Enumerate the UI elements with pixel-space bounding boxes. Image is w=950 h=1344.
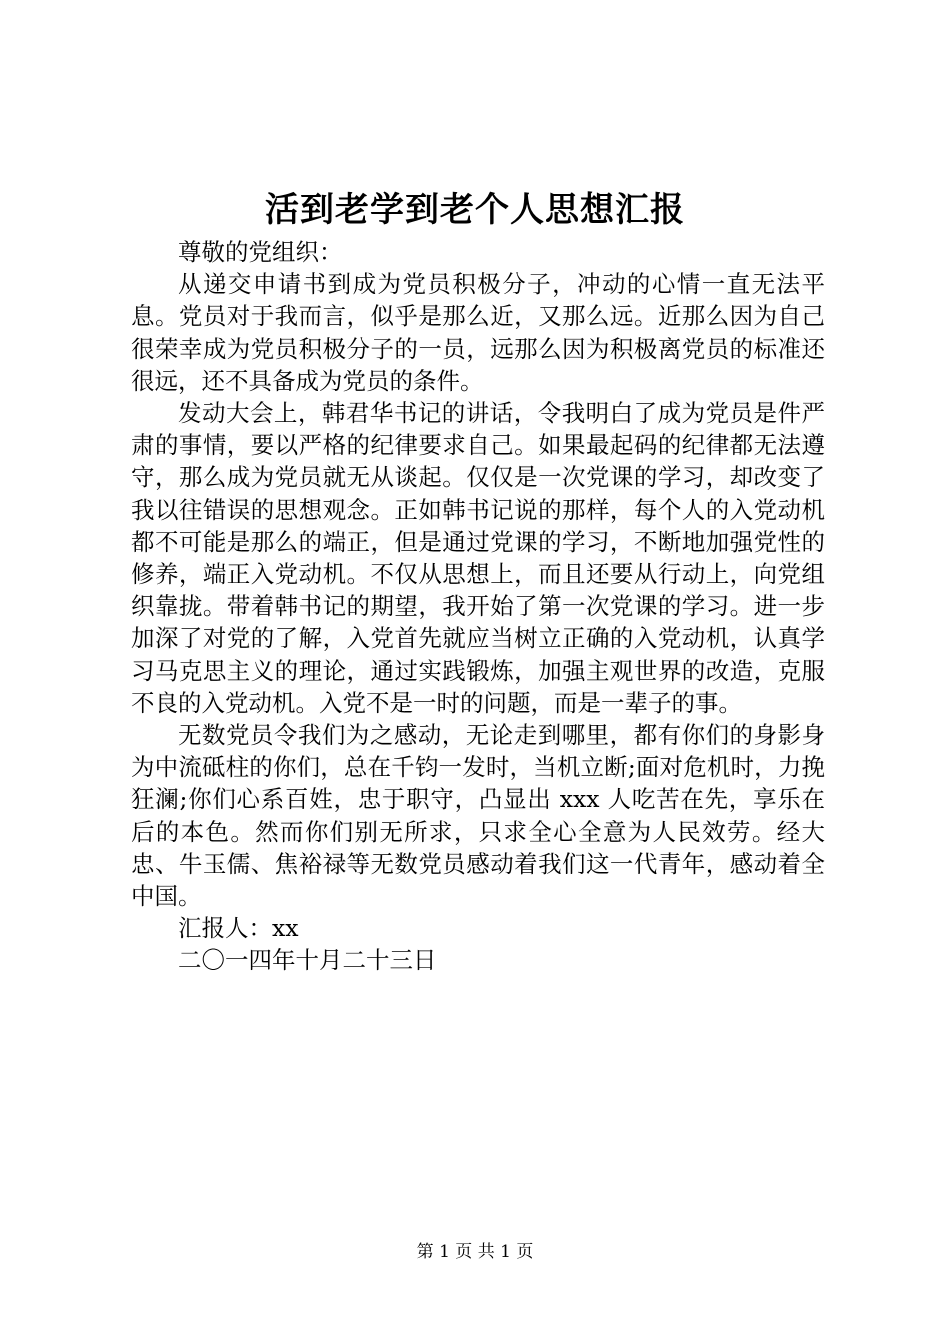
date: 二〇一四年十月二十三日 <box>178 946 437 975</box>
paragraph-1: 从递交申请书到成为党员积极分子，冲动的心情一直无法平息。党员对于我而言，似乎是那么近，又那么远。近那么因为自己很荣幸成为党员积极分子的一员，远那么因为积极离党员的标准还很远，还不具备成为党员的条件。 <box>131 270 825 395</box>
salutation: 尊敬的党组织： <box>178 238 343 266</box>
paragraph-2: 发动大会上，韩君华书记的讲话，令我明白了成为党员是件严肃的事情，要以严格的纪律要求自己。如果最起码的纪律都无法遵守，那么成为党员就无从谈起。仅仅是一次党课的学习，却改变了我以往错误的思想观念。正如韩书记说的那样，每个人的入党动机都不可能是那么的端正，但是通过党课的学习，不断地加强党性的修养，端正入党动机。不仅从思想上，而且还要从行动上，向党组织靠拢。带着韩书记的期望，我开始了第一次党课的学习。进一步加深了对党的了解，入党首先就应当树立正确的入党动机，认真学习马克思主义的理论，通过实践锻炼，加强主观世界的改造，克服不良的入党动机。入党不是一时的问题，而是一辈子的事。 <box>131 399 825 717</box>
page-footer: 第 1 页 共 1 页 <box>416 1242 534 1262</box>
paragraph-3: 无数党员令我们为之感动，无论走到哪里，都有你们的身影身为中流砥柱的你们，总在千钧一发时，当机立断;面对危机时，力挽狂澜;你们心系百姓，忠于职守，凸显出 xxx 人吃苦在先，享乐在后的本色。然而你们别无所求，只求全心全意为人民效劳。经大忠、牛玉儒、焦裕禄等无数党员感动着我们这一代青年，感动着全中国。 <box>131 721 825 911</box>
page-title: 活到老学到老个人思想汇报 <box>265 190 685 230</box>
signature: 汇报人：xx <box>178 914 299 943</box>
document-body <box>131 236 825 977</box>
